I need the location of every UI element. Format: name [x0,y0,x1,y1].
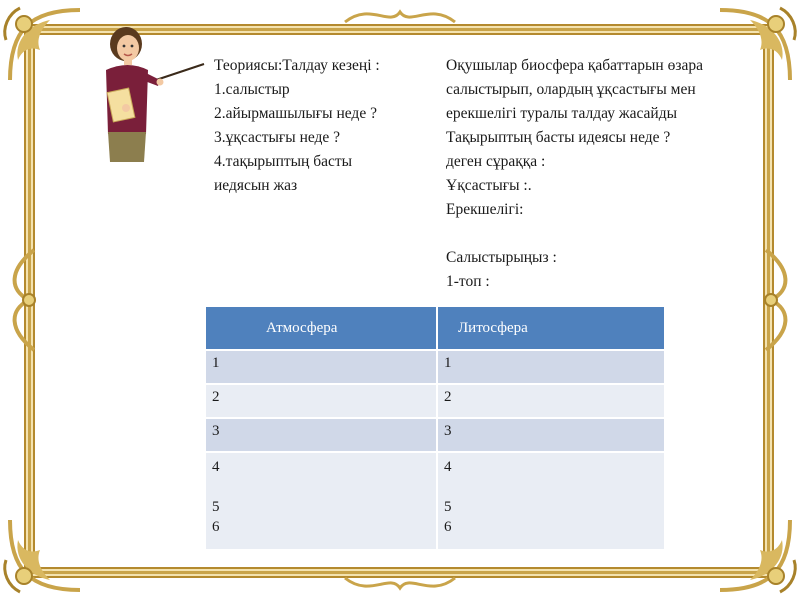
header-atmosphere: Атмосфера [206,307,437,350]
table-cell: 2 [206,384,437,418]
comparison-table [206,307,666,549]
task-description-text: Оқушылар биосфера қабаттарын өзара салыстырып, олардың ұқсастығы мен ерекшелігі туралы талдау жасайды Тақырыптың басты идеясы неде ? деген сұраққа : Ұқсастығы :. Ерекшелігі: Салыстырыңыз : 1-топ : [446,57,703,290]
table-cell: 3 [437,418,665,452]
ornament-top [340,2,460,32]
ornament-corner-bottom-left [0,508,92,600]
table-cell: 4 5 6 [206,452,437,549]
table-row [206,350,665,384]
ornament-corner-bottom-right [708,508,800,600]
table-row [206,418,665,452]
table-cell: 1 [206,350,437,384]
ornament-corner-top-left [0,0,92,92]
table-cell: 2 [437,384,665,418]
table-cell: 4 5 6 [437,452,665,549]
header-lithosphere: Литосфера [437,307,665,350]
table-row [206,452,665,549]
ornament-bottom [340,568,460,598]
table-cell: 3 [206,418,437,452]
ornament-side-left [4,245,44,355]
table-cell: 1 [437,350,665,384]
table-row [206,384,665,418]
theory-stage-text: Теориясы:Талдау кезеңі : 1.салыстыр 2.айырмашылығы неде ? 3.ұқсастығы неде ? 4.тақырыптың басты иедясын жаз [214,57,380,194]
teacher-pointing-illustration [86,22,206,162]
table-header-row [206,307,665,350]
